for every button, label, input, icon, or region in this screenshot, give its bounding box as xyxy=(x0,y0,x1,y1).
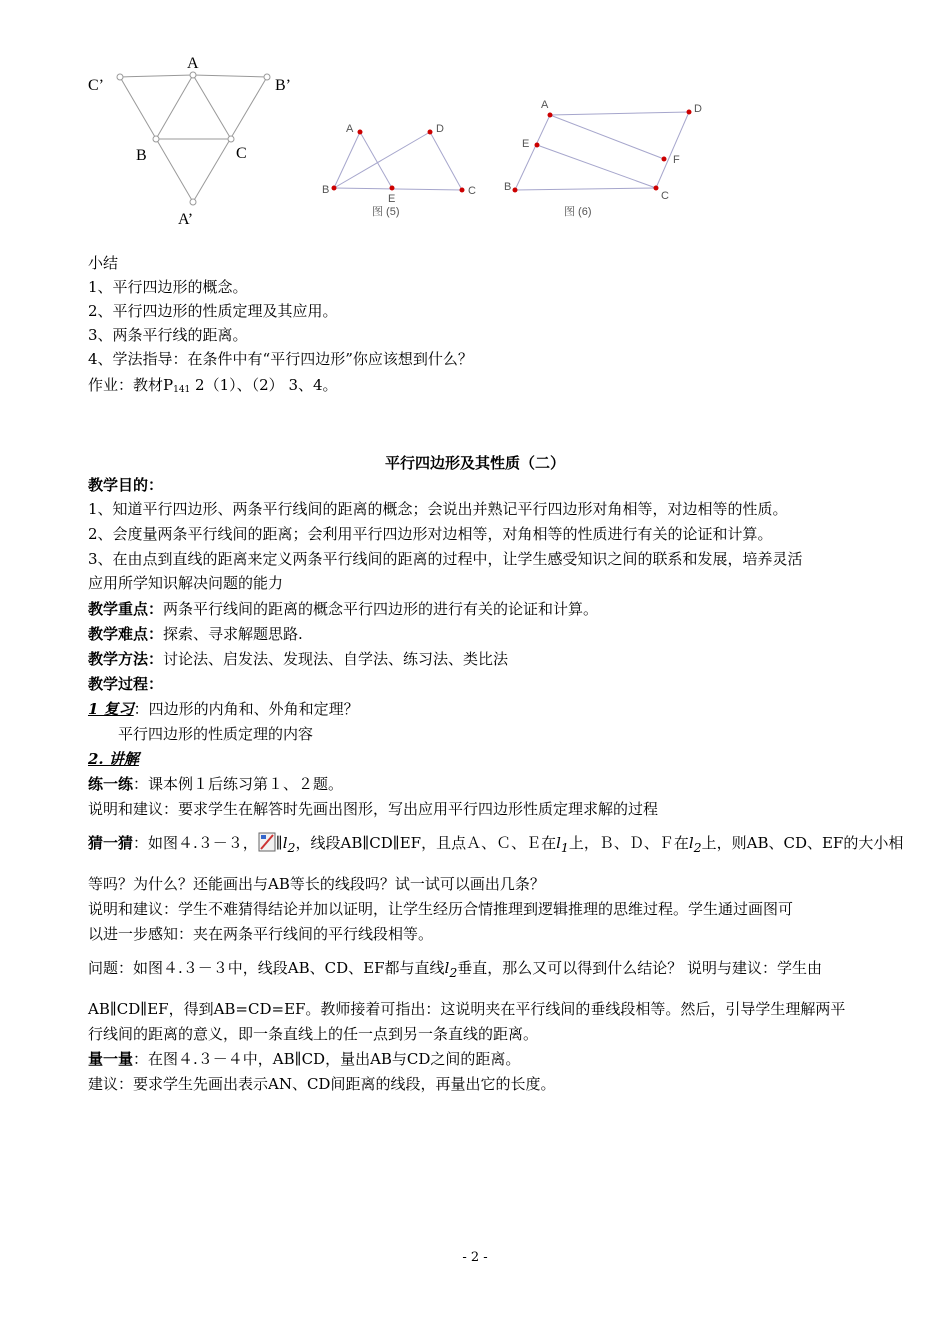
guess-line: 猜一猜：如图４.３－３， $\parallel l_2$，线段AB∥CD∥EF，且点Ａ、Ｃ、Ｅ在$l_1$上，Ｂ、Ｄ、Ｆ在$l_2$上，则AB、CD、EF的大小相 xyxy=(88,834,904,855)
label-D: D xyxy=(436,123,444,135)
triangle-figure xyxy=(80,50,320,230)
summary-item: 1、平行四边形的概念。 xyxy=(88,278,248,296)
difficulty: 教学难点：探索、寻求解题思路. xyxy=(88,625,303,643)
section-title: 平行四边形及其性质（二） xyxy=(384,454,565,472)
figure-placeholder-icon xyxy=(258,832,276,852)
summary-item: 2、平行四边形的性质定理及其应用。 xyxy=(88,302,338,320)
goal-item: 应用所学知识解决问题的能力 xyxy=(88,574,284,592)
measure-line: 量一量：在图４.３－４中，AB∥CD，量出AB与CD之间的距离。 xyxy=(88,1050,521,1068)
label-B-prime: B’ xyxy=(275,77,291,94)
label-E: E xyxy=(522,138,530,150)
review-line: 1 复习：四边形的内角和、外角和定理？ xyxy=(88,700,359,718)
label-C: C xyxy=(468,185,476,197)
figure-6 xyxy=(500,90,720,225)
review-line-2: 平行四边形的性质定理的内容 xyxy=(118,725,314,743)
label-B: B xyxy=(136,147,147,164)
note-3: 建议：要求学生先画出表示AN、CD间距离的线段，再量出它的长度。 xyxy=(88,1075,556,1093)
goals-label: 教学目的： xyxy=(88,476,164,494)
figure-5 xyxy=(314,112,494,222)
label-C: C xyxy=(661,190,669,202)
process-label: 教学过程： xyxy=(88,675,164,693)
goal-item: 2、会度量两条平行线间的距离；会利用平行四边形对边相等，对角相等的性质进行有关的论证和计算。 xyxy=(88,525,773,543)
label-B: B xyxy=(322,184,330,196)
note-1: 说明和建议：要求学生在解答时先画出图形，写出应用平行四边形性质定理求解的过程 xyxy=(88,800,659,818)
goal-item: 1、知道平行四边形、两条平行线间的距离的概念；会说出并熟记平行四边形对角相等，对边相等的性质。 xyxy=(88,500,788,518)
explain-label: 2. 讲解 xyxy=(88,750,139,768)
key-point: 教学重点：两条平行线间的距离的概念平行四边形的进行有关的论证和计算。 xyxy=(88,600,599,618)
label-A-prime: A’ xyxy=(178,211,194,228)
label-E: E xyxy=(388,193,396,205)
label-A: A xyxy=(187,55,199,72)
label-A: A xyxy=(346,123,354,135)
summary-item: 4、学法指导：在条件中有“平行四边形”你应该想到什么？ xyxy=(88,350,473,368)
summary-heading: 小结 xyxy=(88,254,119,272)
question-line-2: AB∥CD∥EF，得到AB=CD=EF。教师接着可指出：这说明夹在平行线间的垂线段相等。然后，引导学生理解两平 xyxy=(88,1000,846,1018)
page-number: - 2 - xyxy=(462,1250,488,1265)
question-line: 问题：如图４.３－３中，线段AB、CD、EF都与直线$l_2$垂直，那么又可以得到什么结论？ 说明与建议：学生由 xyxy=(88,959,823,980)
figure-caption: 图 (6) xyxy=(564,206,592,218)
guess-line-2: 等吗？为什么？还能画出与AB等长的线段吗？试一试可以画出几条？ xyxy=(88,875,545,893)
question-line-3: 行线间的距离的意义，即一条直线上的任一点到另一条直线的距离。 xyxy=(88,1025,539,1043)
label-B: B xyxy=(504,181,512,193)
label-A: A xyxy=(541,99,549,111)
note-2: 以进一步感知：夹在两条平行线间的平行线段相等。 xyxy=(88,925,434,943)
practice-line: 练一练：课本例１后练习第１、２题。 xyxy=(88,775,344,793)
label-C-prime: C’ xyxy=(88,77,104,94)
figure-caption: 图 (5) xyxy=(372,206,400,218)
summary-item: 3、两条平行线的距离。 xyxy=(88,326,248,344)
label-C: C xyxy=(236,145,247,162)
label-D: D xyxy=(694,103,702,115)
note-2: 说明和建议：学生不难猜得结论并加以证明，让学生经历合情推理到逻辑推理的思维过程。学生通过画图可 xyxy=(88,900,794,918)
label-F: F xyxy=(673,154,680,166)
goal-item: 3、在由点到直线的距离来定义两条平行线间的距离的过程中，让学生感受知识之间的联系和发展，培养灵活 xyxy=(88,550,803,568)
teaching-method: 教学方法：讨论法、启发法、发现法、自学法、练习法、类比法 xyxy=(88,650,509,668)
homework-line: 作业：教材$P_{141}$ 2（1）、（2） 3、4。 xyxy=(88,376,338,395)
